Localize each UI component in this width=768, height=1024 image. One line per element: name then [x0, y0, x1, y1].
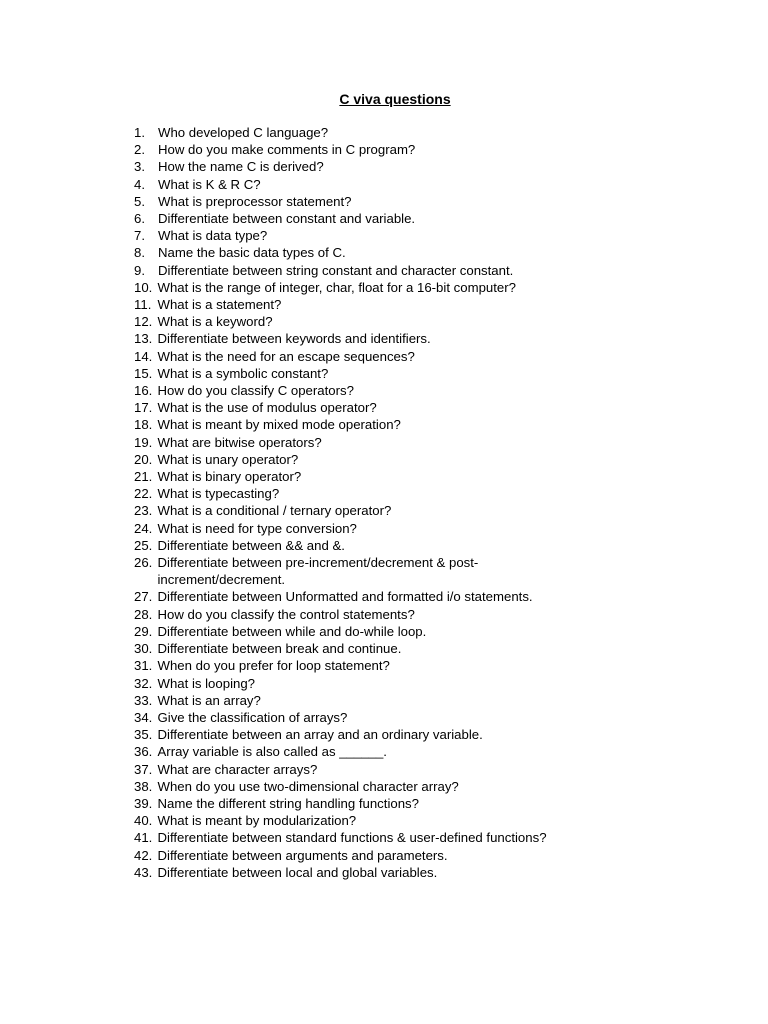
question-item	[134, 588, 614, 605]
question-number: 25.	[134, 537, 153, 553]
question-text: What is data type?	[158, 228, 268, 244]
question-number: 32.	[134, 675, 153, 691]
question-number: 37.	[134, 761, 153, 777]
question-number: 5.	[134, 193, 145, 209]
question-number: 20.	[134, 451, 153, 467]
question-item	[134, 692, 614, 709]
question-number: 16.	[134, 383, 153, 399]
question-item	[134, 365, 614, 382]
question-item	[134, 210, 614, 227]
question-text: What is a keyword?	[157, 314, 273, 330]
question-number: 42.	[134, 847, 153, 863]
question-text: Differentiate between while and do-while loop.	[157, 623, 427, 639]
question-text: What is binary operator?	[157, 469, 302, 485]
question-number: 14.	[134, 348, 153, 364]
question-item	[134, 434, 614, 451]
question-text: What is the use of modulus operator?	[157, 400, 377, 416]
question-text: Who developed C language?	[158, 125, 329, 140]
question-item	[134, 176, 614, 193]
question-number: 10.	[134, 279, 153, 295]
question-item	[134, 847, 614, 864]
question-item	[134, 141, 614, 158]
question-number: 28.	[134, 606, 153, 622]
question-item	[134, 709, 614, 726]
question-text: What is a statement?	[157, 297, 282, 313]
question-number: 1.	[134, 125, 145, 140]
question-number: 18.	[134, 417, 153, 433]
question-number: 22.	[134, 486, 153, 502]
question-text: Differentiate between && and &.	[157, 537, 345, 553]
question-text: What is K & R C?	[158, 176, 261, 192]
question-number: 24.	[134, 520, 153, 536]
question-item	[134, 640, 614, 657]
question-number: 36.	[134, 744, 153, 760]
question-number: 26.	[134, 555, 153, 571]
question-item	[134, 262, 614, 279]
question-item	[134, 468, 614, 485]
question-number: 27.	[134, 589, 153, 605]
question-item	[134, 330, 614, 347]
question-number: 31.	[134, 658, 153, 674]
question-text: Differentiate between local and global variables.	[157, 864, 438, 880]
question-text: What is need for type conversion?	[157, 520, 357, 536]
question-item	[134, 812, 614, 829]
question-item	[134, 348, 614, 365]
question-number: 19.	[134, 434, 153, 450]
question-item	[134, 726, 614, 743]
question-item	[134, 451, 614, 468]
question-number: 3.	[134, 159, 145, 175]
question-text: When do you prefer for loop statement?	[157, 658, 390, 674]
question-number: 13.	[134, 331, 153, 347]
question-text: Name the different string handling functions?	[157, 795, 419, 811]
question-text: Differentiate between break and continue.	[157, 641, 402, 657]
question-item	[134, 485, 614, 502]
question-number: 4.	[134, 176, 145, 192]
question-number: 41.	[134, 830, 153, 846]
question-item	[134, 399, 614, 416]
question-text: Differentiate between keywords and identifiers.	[157, 331, 431, 347]
question-item	[134, 537, 614, 554]
question-text: Differentiate between standard functions & user-defined functions?	[157, 830, 547, 846]
question-item	[134, 227, 614, 244]
question-item	[134, 502, 614, 519]
question-list	[134, 124, 614, 881]
question-item	[134, 279, 614, 296]
question-item	[134, 382, 614, 399]
question-text: Differentiate between string constant and character constant.	[158, 262, 514, 278]
question-text: What is the need for an escape sequences?	[157, 348, 415, 364]
question-item	[134, 657, 614, 674]
question-number: 9.	[134, 262, 145, 278]
question-text: Differentiate between arguments and parameters.	[157, 847, 448, 863]
question-text: What is meant by modularization?	[157, 813, 357, 829]
question-text: Give the classification of arrays?	[157, 709, 348, 725]
question-text: What is unary operator?	[157, 451, 299, 467]
question-item	[134, 554, 614, 588]
question-text: Differentiate between Unformatted and formatted i/o statements.	[157, 589, 533, 605]
question-item	[134, 193, 614, 210]
question-item	[134, 416, 614, 433]
question-item	[134, 124, 614, 141]
question-number: 2.	[134, 142, 145, 158]
question-item	[134, 761, 614, 778]
question-text: Differentiate between an array and an ordinary variable.	[157, 727, 483, 743]
question-text: What are bitwise operators?	[157, 434, 322, 450]
question-number: 39.	[134, 795, 153, 811]
question-text: What is preprocessor statement?	[158, 193, 352, 209]
question-number: 7.	[134, 228, 145, 244]
question-text: Differentiate between pre-increment/decrement & post-increment/decrement.	[157, 555, 479, 588]
question-text: What is meant by mixed mode operation?	[157, 417, 401, 433]
question-text: How do you classify the control statements?	[157, 606, 415, 622]
question-item	[134, 296, 614, 313]
question-number: 30.	[134, 641, 153, 657]
question-text: What is typecasting?	[157, 486, 280, 502]
question-item	[134, 520, 614, 537]
question-item	[134, 623, 614, 640]
question-number: 34.	[134, 709, 153, 725]
question-text: How do you classify C operators?	[157, 383, 354, 399]
question-text: How do you make comments in C program?	[158, 142, 416, 158]
question-number: 40.	[134, 813, 153, 829]
question-number: 38.	[134, 778, 153, 794]
question-item	[134, 158, 614, 175]
question-item	[134, 675, 614, 692]
question-text: What is the range of integer, char, float for a 16-bit computer?	[157, 279, 516, 295]
question-text: Differentiate between constant and variable.	[158, 211, 416, 227]
question-number: 12.	[134, 314, 153, 330]
question-number: 8.	[134, 245, 145, 261]
question-text: Name the basic data types of C.	[158, 245, 346, 261]
question-number: 15.	[134, 365, 153, 381]
question-number: 33.	[134, 692, 153, 708]
question-item	[134, 244, 614, 261]
question-item	[134, 313, 614, 330]
question-number: 35.	[134, 727, 153, 743]
question-text: How the name C is derived?	[158, 159, 324, 175]
question-number: 29.	[134, 623, 153, 639]
question-text: What is a symbolic constant?	[157, 365, 329, 381]
question-number: 11.	[134, 297, 152, 313]
question-text: What is an array?	[157, 692, 261, 708]
question-number: 43.	[134, 864, 153, 880]
question-item	[134, 606, 614, 623]
question-item	[134, 829, 614, 846]
question-text: What is looping?	[157, 675, 255, 691]
question-item	[134, 795, 614, 812]
question-item	[134, 864, 614, 881]
question-text: What are character arrays?	[157, 761, 318, 777]
question-item	[134, 743, 614, 760]
question-text: When do you use two-dimensional character array?	[157, 778, 459, 794]
question-item	[134, 778, 614, 795]
question-number: 21.	[134, 469, 153, 485]
question-text: Array variable is also called as ______.	[157, 744, 387, 760]
question-number: 23.	[134, 503, 153, 519]
question-number: 6.	[134, 211, 145, 227]
question-number: 17.	[134, 400, 153, 416]
document-title: C viva questions	[339, 91, 451, 107]
question-text: What is a conditional / ternary operator?	[157, 503, 392, 519]
